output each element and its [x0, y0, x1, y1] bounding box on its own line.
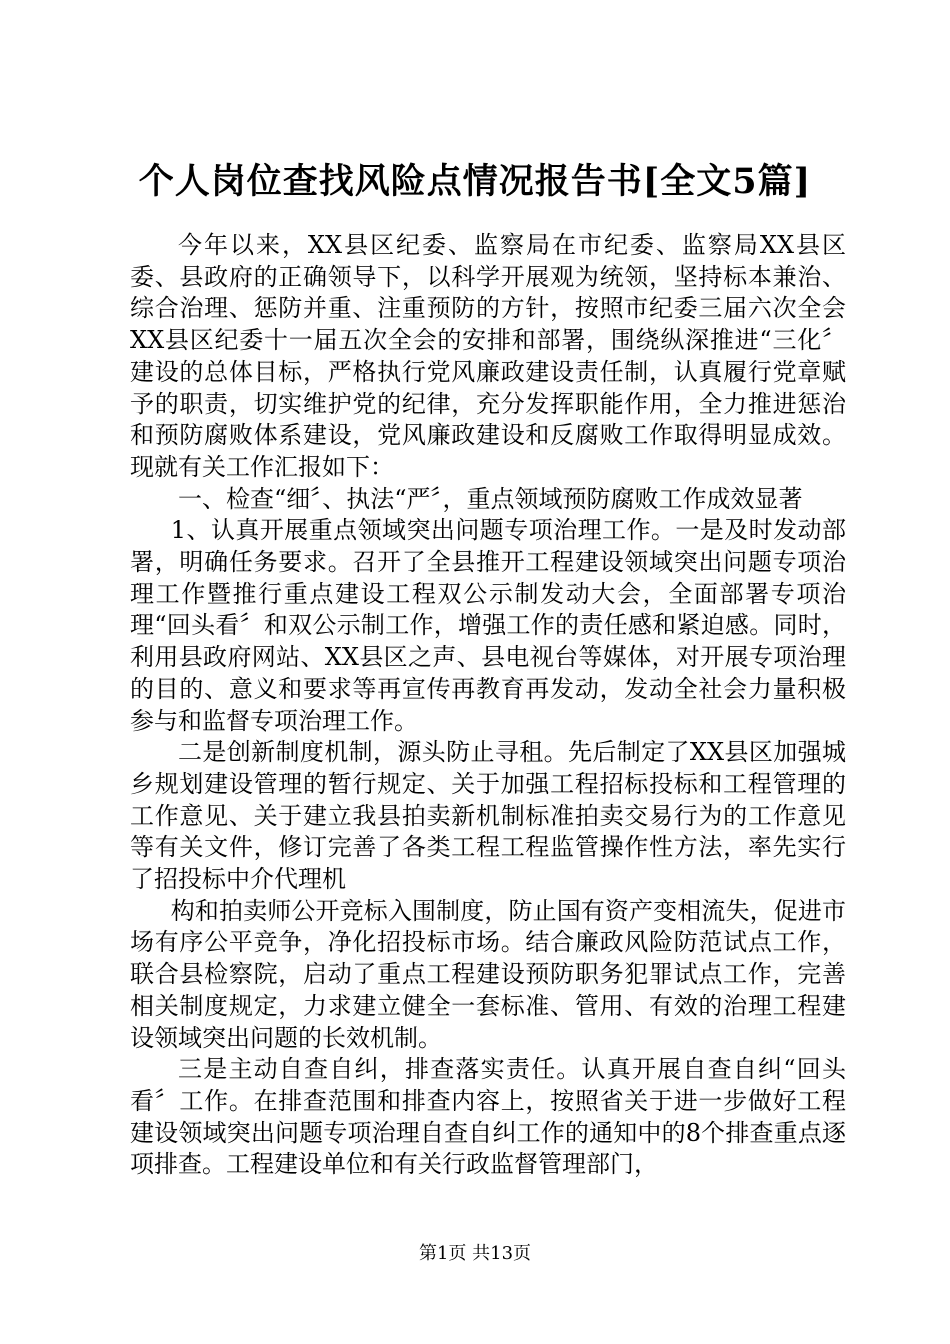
- paragraph-intro: 今年以来，XX县区纪委、监察局在市纪委、监察局XX县区委、县政府的正确领导下，以科学开展观为统领，坚持标本兼治、综合治理、惩防并重、注重预防的方针，按照市纪委三届六次全会XX县区纪委十一届五次全会的安排和部署，围绕纵深推进“三化〞建设的总体目标，严格执行党风廉政建设责任制，认真履行党章赋予的职责，切实维护党的纪律，充分发挥职能作用，全力推进惩治和预防腐败体系建设，党风廉政建设和反腐败工作取得明显成效。现就有关工作汇报如下：: [130, 231, 846, 481]
- paragraph-continuation: 构和拍卖师公开竞标入围制度，防止国有资产变相流失，促进市场有序公平竞争，净化招投标市场。结合廉政风险防范试点工作，联合县检察院，启动了重点工程建设预防职务犯罪试点工作，完善相关制度规定，力求建立健全一套标准、管用、有效的治理工程建设领域突出问题的长效机制。: [130, 896, 846, 1052]
- page-footer: 第1页 共13页: [418, 1243, 532, 1264]
- document-title: 个人岗位查找风险点情况报告书[全文5篇]: [138, 161, 812, 202]
- document-body: [130, 230, 846, 1181]
- paragraph-item-2: 二是创新制度机制，源头防止寻租。先后制定了XX县区加强城乡规划建设管理的暂行规定、关于加强工程招标投标和工程管理的工作意见、关于建立我县拍卖新机制标准拍卖交易行为的工作意见等有关文件，修订完善了各类工程工程监管操作性方法，率先实行了招投标中介代理机: [130, 738, 846, 894]
- section-heading-1: 一、检查“细〞、执法“严〞，重点领域预防腐败工作成效显著: [178, 484, 803, 513]
- paragraph-item-1: 1、认真开展重点领域突出问题专项治理工作。一是及时发动部署，明确任务要求。召开了全县推开工程建设领域突出问题专项治理工作暨推行重点建设工程双公示制发动大会，全面部署专项治理“回头看〞和双公示制工作，增强工作的责任感和紧迫感。同时，利用县政府网站、XX县区之声、县电视台等媒体，对开展专项治理的目的、意义和要求等再宣传再教育再发动，发动全社会力量积极参与和监督专项治理工作。: [130, 516, 846, 735]
- paragraph-item-3: 三是主动自查自纠，排查落实责任。认真开展自查自纠“回头看〞工作。在排查范围和排查内容上，按照省关于进一步做好工程建设领域突出问题专项治理自查自纠工作的通知中的8个排查重点逐项排查。工程建设单位和有关行政监督管理部门，: [130, 1055, 846, 1179]
